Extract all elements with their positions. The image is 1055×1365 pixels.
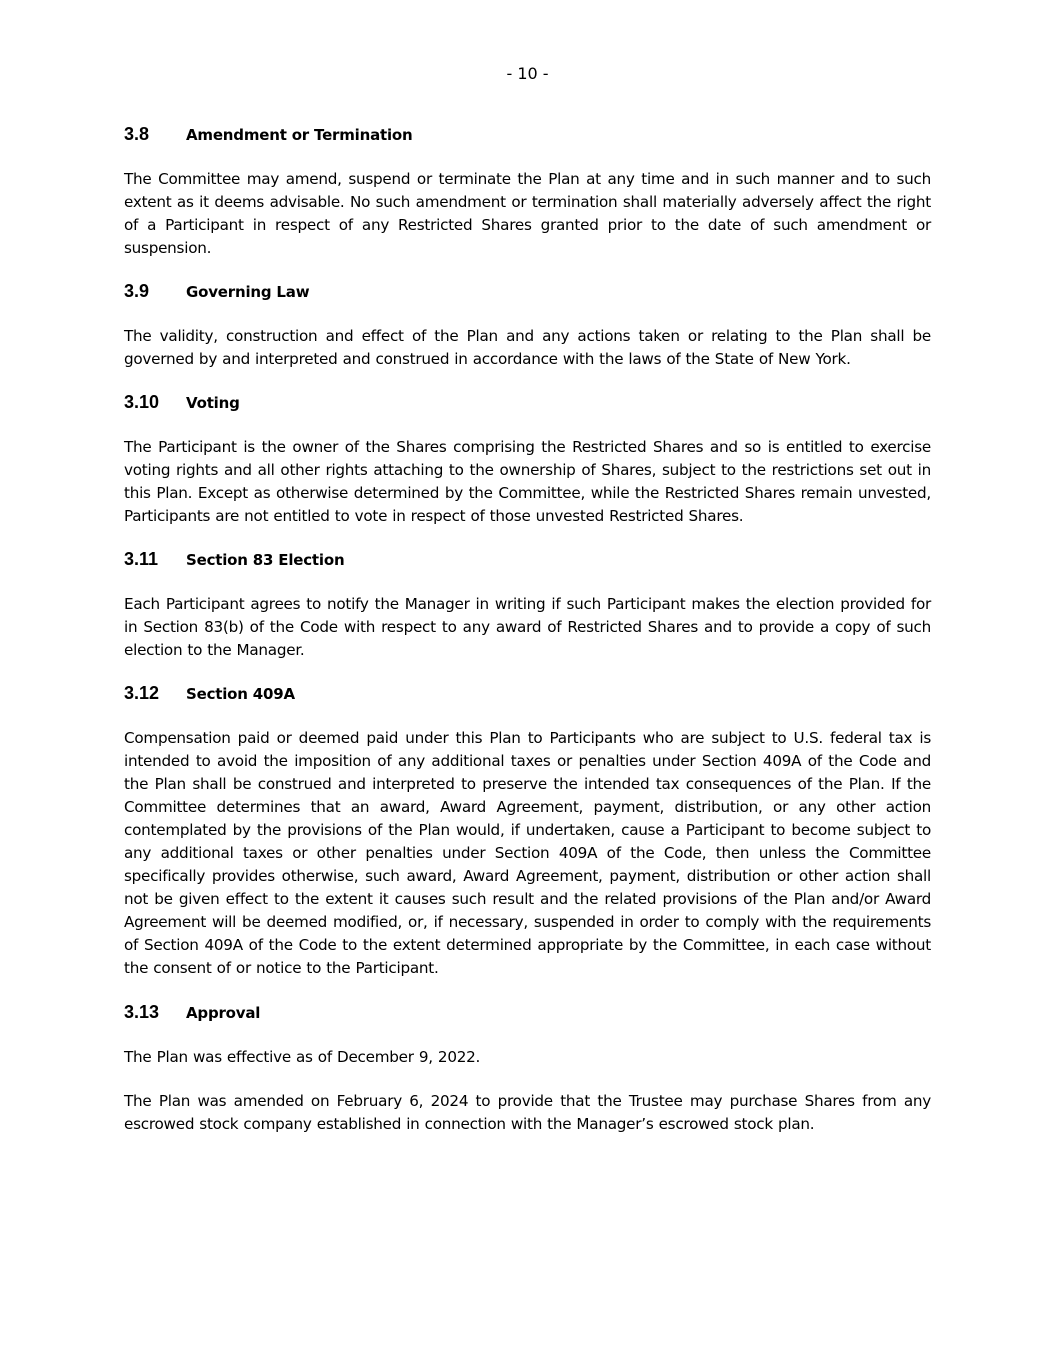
section-3-9 (124, 281, 931, 371)
section-heading (124, 392, 931, 416)
section-title: Voting (186, 394, 240, 412)
page-number: - 10 - (506, 64, 549, 83)
section-paragraph: Compensation paid or deemed paid under this Plan to Participants who are subject to U.S. federal tax is intended to avoid the imposition of any additional taxes or penalties under Section 409A of the Code and the Plan shall be construed and interpreted to preserve the intended tax consequences of the Plan. If the Committee determines that an award, Award Agreement, payment, distribution, or any other action contemplated by the provisions of the Plan would, if undertaken, cause a Participant to become subject to any additional taxes or other penalties under Section 409A of the Code, then unless the Committee specifically provides otherwise, such award, Award Agreement, payment, distribution or other action shall not be given effect to the extent it causes such result and the related provisions of the Plan and/or Award Agreement will be deemed modified, or, if necessary, suspended in order to comply with the requirements of Section 409A of the Code to the extent determined appropriate by the Committee, in each case without the consent of or notice to the Participant. (124, 729, 931, 977)
section-paragraph: The validity, construction and effect of the Plan and any actions taken or relating to the Plan shall be governed by and interpreted and construed in accordance with the laws of the State of New York. (124, 327, 931, 368)
section-number: 3.8 (124, 124, 150, 144)
section-paragraph: The Participant is the owner of the Shares comprising the Restricted Shares and so is entitled to exercise voting rights and all other rights attaching to the ownership of Shares, subject to the restrictions set out in this Plan. Except as otherwise determined by the Committee, while the Restricted Shares remain unvested, Participants are not entitled to vote in respect of those unvested Restricted Shares. (124, 438, 931, 525)
section-paragraph: The Plan was amended on February 6, 2024 to provide that the Trustee may purchase Shares from any escrowed stock company established in connection with the Manager’s escrowed stock plan. (124, 1092, 931, 1133)
section-title: Section 409A (186, 685, 295, 703)
section-number: 3.11 (124, 549, 159, 569)
section-3-10 (124, 392, 931, 528)
section-title: Governing Law (186, 283, 310, 301)
section-3-12 (124, 683, 931, 980)
section-heading (124, 683, 931, 707)
section-number: 3.9 (124, 281, 150, 301)
section-paragraph: The Plan was effective as of December 9, 2022. (124, 1048, 481, 1066)
section-heading (124, 1002, 931, 1026)
section-title: Approval (186, 1004, 261, 1022)
section-title: Section 83 Election (186, 551, 345, 569)
section-3-8 (124, 124, 931, 260)
section-number: 3.13 (124, 1002, 160, 1022)
section-title: Amendment or Termination (186, 126, 413, 144)
section-paragraph: Each Participant agrees to notify the Manager in writing if such Participant makes the election provided for in Section 83(b) of the Code with respect to any award of Restricted Shares and to provide a copy of such election to the Manager. (124, 595, 931, 659)
section-heading (124, 281, 931, 305)
section-number: 3.12 (124, 683, 160, 703)
section-heading (124, 549, 931, 573)
section-paragraph: The Committee may amend, suspend or terminate the Plan at any time and in such manner and to such extent as it deems advisable. No such amendment or termination shall materially adversely affect the right of a Participant in respect of any Restricted Shares granted prior to the date of such amendment or suspension. (124, 170, 931, 257)
section-3-13 (124, 1002, 931, 1136)
section-3-11 (124, 549, 931, 662)
section-heading (124, 124, 931, 148)
section-number: 3.10 (124, 392, 160, 412)
